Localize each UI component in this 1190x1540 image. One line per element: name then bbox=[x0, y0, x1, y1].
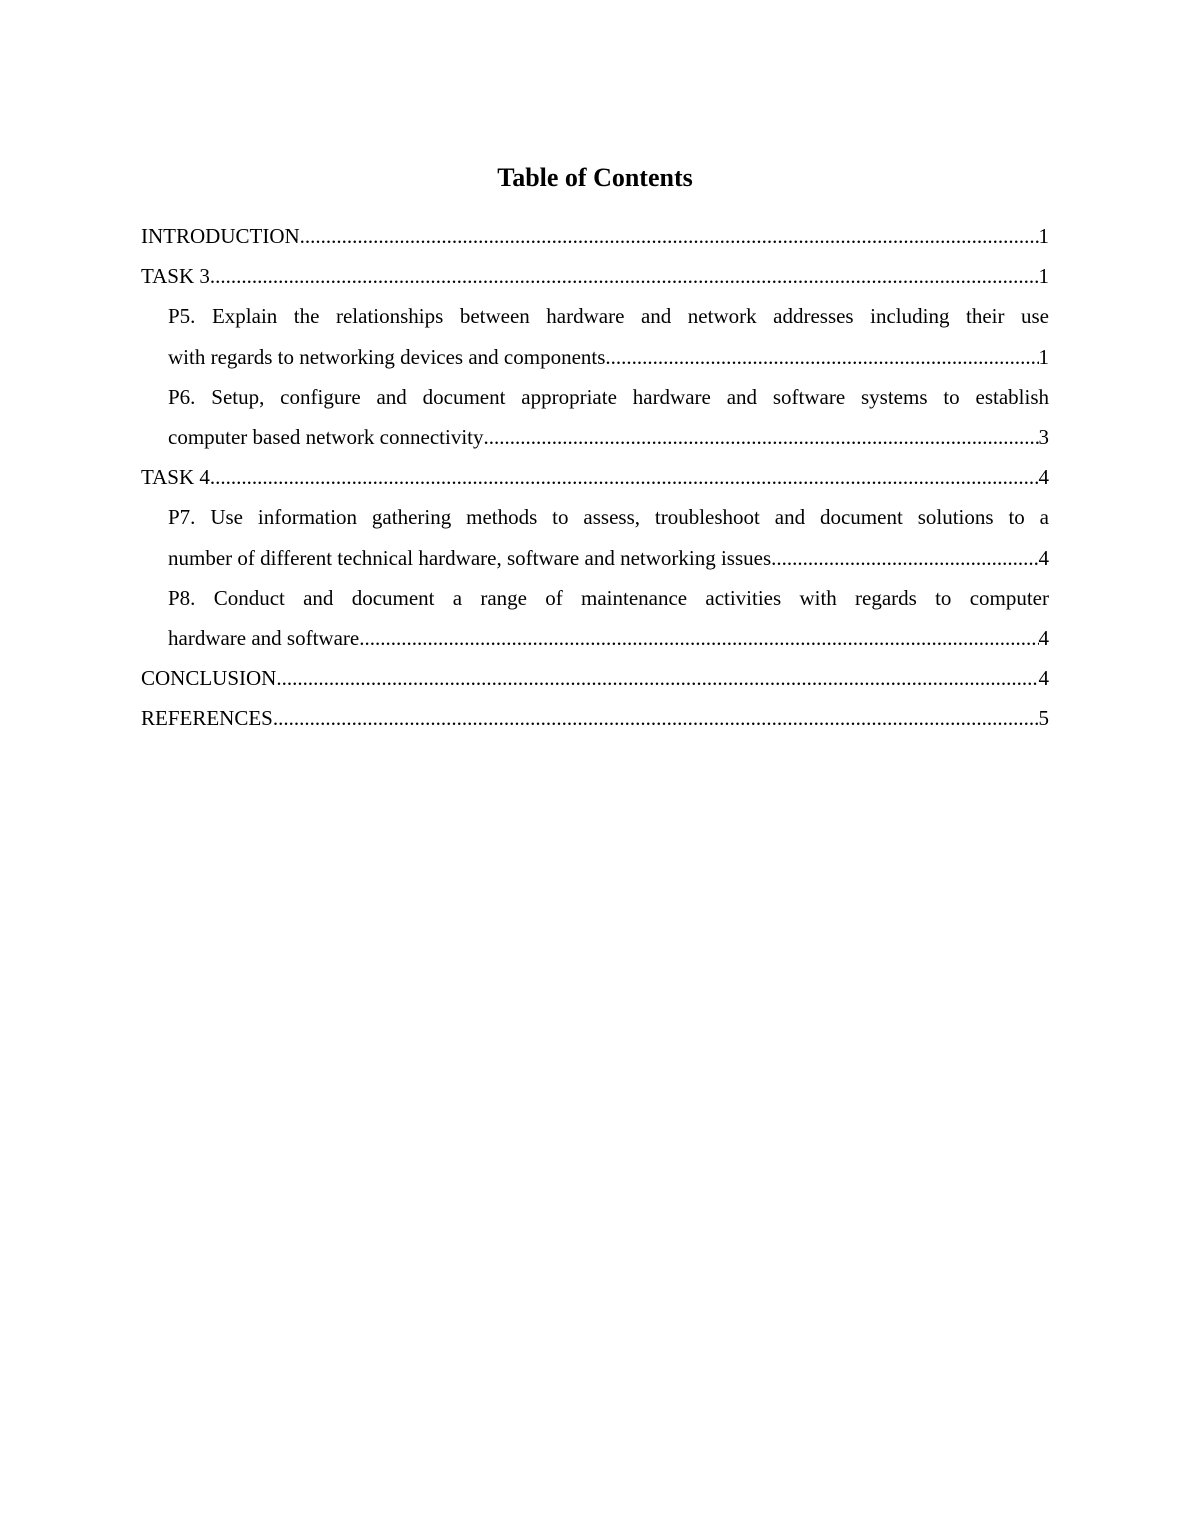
toc-entry bbox=[141, 497, 1049, 577]
toc-page-number: 5 bbox=[1038, 706, 1049, 731]
toc-entry-link[interactable] bbox=[141, 256, 1049, 296]
toc-entry bbox=[141, 377, 1049, 457]
toc-entry bbox=[141, 457, 1049, 497]
toc-entry-link[interactable] bbox=[141, 698, 1049, 738]
toc-page-number: 1 bbox=[1038, 264, 1049, 289]
toc-entry-text: number of different technical hardware, software and networking issues bbox=[168, 545, 772, 570]
toc-page-number: 4 bbox=[1038, 666, 1049, 691]
toc-entry-text: hardware and software bbox=[168, 626, 360, 651]
toc-entry-link[interactable] bbox=[168, 377, 1049, 457]
toc-entry-last-line bbox=[168, 337, 1049, 377]
toc-entry bbox=[141, 256, 1049, 296]
toc-entry-link[interactable] bbox=[141, 216, 1049, 256]
toc-entry bbox=[141, 578, 1049, 658]
dot-leader bbox=[771, 538, 1038, 578]
toc-entry-text: with regards to networking devices and components bbox=[168, 344, 606, 369]
toc-page-number: 1 bbox=[1038, 224, 1049, 248]
toc-entry-last-line bbox=[168, 618, 1049, 658]
dot-leader bbox=[273, 698, 1039, 738]
dot-leader bbox=[605, 337, 1038, 377]
toc-entry-text: TASK 4 bbox=[141, 465, 210, 490]
dot-leader bbox=[483, 417, 1038, 457]
toc-entry-link[interactable] bbox=[168, 296, 1049, 376]
toc-title: Table of Contents bbox=[497, 163, 693, 192]
toc-entry-last-line bbox=[168, 538, 1049, 578]
toc-page-number: 4 bbox=[1038, 465, 1049, 490]
dot-leader bbox=[276, 658, 1038, 698]
toc-entry bbox=[141, 296, 1049, 376]
toc-entry-link[interactable] bbox=[141, 658, 1049, 698]
toc-entry-text: computer based network connectivity bbox=[168, 425, 484, 450]
toc-page-number: 4 bbox=[1038, 626, 1049, 651]
toc-entry-text: CONCLUSION bbox=[141, 666, 277, 691]
toc-entry bbox=[141, 658, 1049, 698]
toc-entry-text: P6. Setup, configure and document appropriate hardware and software systems to establish bbox=[168, 384, 1049, 409]
dot-leader bbox=[210, 256, 1039, 296]
toc-entry-last-line bbox=[168, 417, 1049, 457]
toc-entry-link[interactable] bbox=[168, 497, 1049, 577]
toc-entry-text: P5. Explain the relationships between hardware and network addresses including their use bbox=[168, 304, 1049, 329]
toc-entry-text: REFERENCES bbox=[141, 706, 273, 731]
toc-entry-text: TASK 3 bbox=[141, 264, 210, 289]
dot-leader bbox=[359, 618, 1038, 658]
toc-list bbox=[141, 216, 1049, 739]
dot-leader bbox=[300, 216, 1039, 256]
toc-page-number: 4 bbox=[1038, 545, 1049, 570]
toc-page-number: 1 bbox=[1038, 344, 1049, 369]
toc-entry-text: INTRODUCTION bbox=[141, 224, 300, 248]
toc-entry-text: P7. Use information gathering methods to assess, troubleshoot and document solutions to a bbox=[168, 505, 1049, 530]
toc-entry-link[interactable] bbox=[141, 457, 1049, 497]
toc-entry-text: P8. Conduct and document a range of maintenance activities with regards to computer bbox=[168, 585, 1049, 610]
toc-entry bbox=[141, 216, 1049, 256]
toc-entry bbox=[141, 698, 1049, 738]
toc-page-number: 3 bbox=[1038, 425, 1049, 450]
toc-entry-link[interactable] bbox=[168, 578, 1049, 658]
dot-leader bbox=[210, 457, 1039, 497]
